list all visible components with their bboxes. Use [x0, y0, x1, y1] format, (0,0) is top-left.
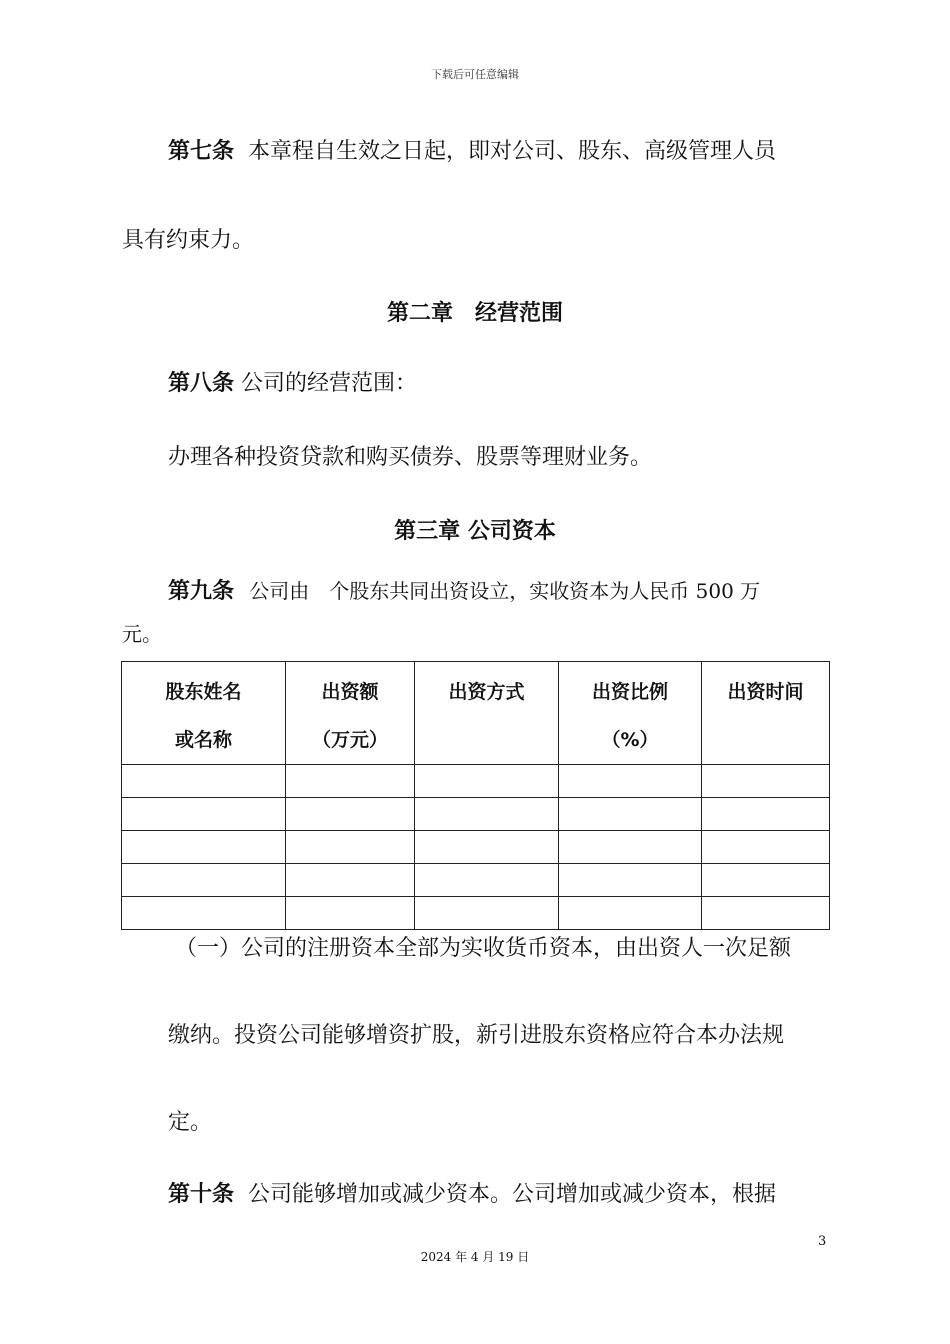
article-9-text: 公司由 个股东共同出资设立，实收资本为人民币 500 万 [249, 579, 761, 603]
table-cell [702, 831, 830, 864]
page-header-note: 下载后可任意编辑 [431, 68, 519, 81]
table-cell [286, 798, 415, 831]
clause-1-line-3: 定。 [168, 1110, 213, 1135]
table-cell [559, 831, 702, 864]
table-cell [559, 897, 702, 930]
table-cell [559, 798, 702, 831]
header-time: 出资时间 [702, 662, 830, 765]
article-10-line [168, 1180, 776, 1210]
page-number: 3 [818, 1234, 827, 1249]
header-shareholder-name: 股东姓名 或名称 [122, 662, 286, 765]
chapter-3-heading: 第三章 公司资本 [394, 519, 556, 544]
table-cell [122, 798, 286, 831]
table-cell [415, 798, 559, 831]
article-7-line-1 [168, 137, 776, 167]
header-amount: 出资额 （万元） [286, 662, 415, 765]
article-7-line-2: 具有约束力。 [122, 228, 255, 253]
article-8-line [168, 369, 417, 399]
article-9-line-2: 元。 [122, 622, 162, 646]
article-10-label: 第十条 [168, 1182, 235, 1207]
table-cell [559, 864, 702, 897]
table-cell [702, 765, 830, 798]
table-row [122, 798, 830, 831]
table-cell [702, 864, 830, 897]
table-cell [286, 897, 415, 930]
table-cell [286, 864, 415, 897]
clause-1-line-1: （一）公司的注册资本全部为实收货币资本，由出资人一次足额 [175, 936, 792, 961]
table-cell [122, 831, 286, 864]
table-cell [415, 765, 559, 798]
article-10-text: 公司能够增加或减少资本。公司增加或减少资本，根据 [248, 1182, 777, 1207]
article-7-label: 第七条 [168, 139, 235, 164]
header-method: 出资方式 [415, 662, 559, 765]
table-header-row [122, 662, 830, 765]
table-cell [286, 831, 415, 864]
article-8-label: 第八条 [168, 371, 235, 396]
table-cell [702, 897, 830, 930]
article-9-label: 第九条 [168, 579, 235, 604]
table-cell [415, 831, 559, 864]
header-ratio: 出资比例 （%） [559, 662, 702, 765]
footer-date: 2024 年 4 月 19 日 [420, 1250, 530, 1264]
table-row [122, 864, 830, 897]
table-cell [122, 897, 286, 930]
chapter-2-heading: 第二章 经营范围 [386, 301, 563, 326]
table-row [122, 897, 830, 930]
table-cell [415, 864, 559, 897]
table-row [122, 831, 830, 864]
table-cell [559, 765, 702, 798]
article-9-line-1 [168, 574, 760, 605]
table-cell [122, 765, 286, 798]
article-7-text: 本章程自生效之日起，即对公司、股东、高级管理人员 [248, 139, 777, 164]
capital-contribution-table [121, 661, 830, 930]
table-row [122, 765, 830, 798]
clause-1-line-2: 缴纳。投资公司能够增资扩股，新引进股东资格应符合本办法规 [168, 1023, 785, 1048]
article-8-text: 公司的经营范围： [241, 371, 418, 396]
business-scope: 办理各种投资贷款和购买债券、股票等理财业务。 [168, 445, 653, 470]
table-cell [702, 798, 830, 831]
table-cell [122, 864, 286, 897]
table-cell [286, 765, 415, 798]
table-cell [415, 897, 559, 930]
